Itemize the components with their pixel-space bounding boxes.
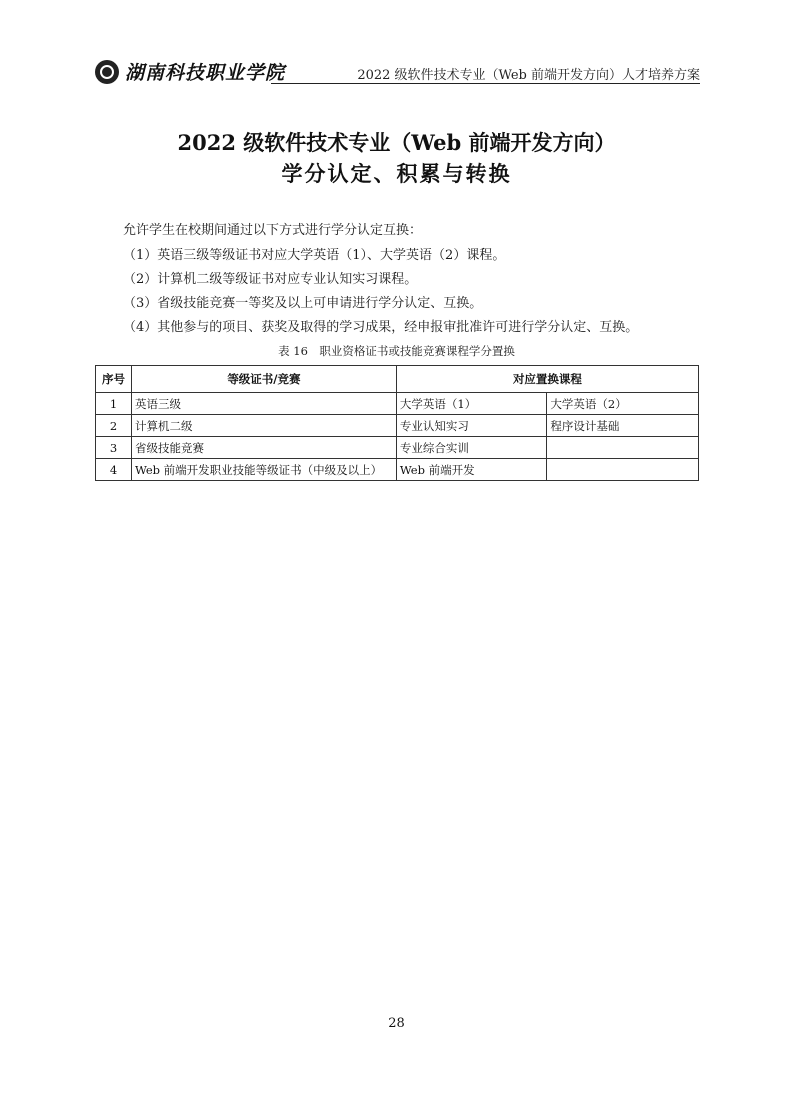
row-course-2: 大学英语（2） xyxy=(547,393,699,415)
row-cert: Web 前端开发职业技能等级证书（中级及以上） xyxy=(131,459,396,481)
header-course: 对应置换课程 xyxy=(396,366,698,393)
page-header xyxy=(95,58,700,84)
table-row xyxy=(96,393,699,415)
credit-transfer-table xyxy=(95,365,699,481)
header-no: 序号 xyxy=(96,366,132,393)
row-course-2 xyxy=(547,459,699,481)
header-rule xyxy=(271,83,700,84)
title-line-2: 学分认定、积累与转换 xyxy=(281,161,512,186)
school-name: 湖南科技职业学院 xyxy=(125,62,286,84)
row-no: 4 xyxy=(96,459,132,481)
row-no: 2 xyxy=(96,415,132,437)
row-course-1: 专业认知实习 xyxy=(396,415,547,437)
page-number: 28 xyxy=(388,1016,405,1031)
row-cert: 计算机二级 xyxy=(131,415,396,437)
header-doc-title: 2022 级软件技术专业（Web 前端开发方向）人才培养方案 xyxy=(357,68,700,83)
paragraph-item-3: （3）省级技能竞赛一等奖及以上可申请进行学分认定、互换。 xyxy=(123,296,483,311)
row-course-2 xyxy=(547,437,699,459)
paragraph-item-4: （4）其他参与的项目、获奖及取得的学习成果，经申报审批准许可进行学分认定、互换。 xyxy=(123,320,639,335)
table-caption: 表 16 职业资格证书或技能竞赛课程学分置换 xyxy=(278,344,515,358)
row-no: 3 xyxy=(96,437,132,459)
paragraph-item-1: （1）英语三级等级证书对应大学英语（1）、大学英语（2）课程。 xyxy=(123,248,506,263)
school-emblem-icon xyxy=(95,60,119,84)
school-logo xyxy=(95,58,285,85)
row-cert: 省级技能竞赛 xyxy=(131,437,396,459)
table-row xyxy=(96,415,699,437)
row-cert: 英语三级 xyxy=(131,393,396,415)
paragraph-intro: 允许学生在校期间通过以下方式进行学分认定互换： xyxy=(123,223,423,238)
row-course-1: 大学英语（1） xyxy=(396,393,547,415)
row-course-2: 程序设计基础 xyxy=(547,415,699,437)
row-course-1: 专业综合实训 xyxy=(396,437,547,459)
title-line-1: 2022 级软件技术专业（Web 前端开发方向） xyxy=(177,130,616,155)
paragraph-item-2: （2）计算机二级等级证书对应专业认知实习课程。 xyxy=(123,272,418,287)
row-no: 1 xyxy=(96,393,132,415)
table-row xyxy=(96,459,699,481)
table-header-row xyxy=(96,366,699,393)
table-row xyxy=(96,437,699,459)
row-course-1: Web 前端开发 xyxy=(396,459,547,481)
header-cert: 等级证书/竞赛 xyxy=(131,366,396,393)
